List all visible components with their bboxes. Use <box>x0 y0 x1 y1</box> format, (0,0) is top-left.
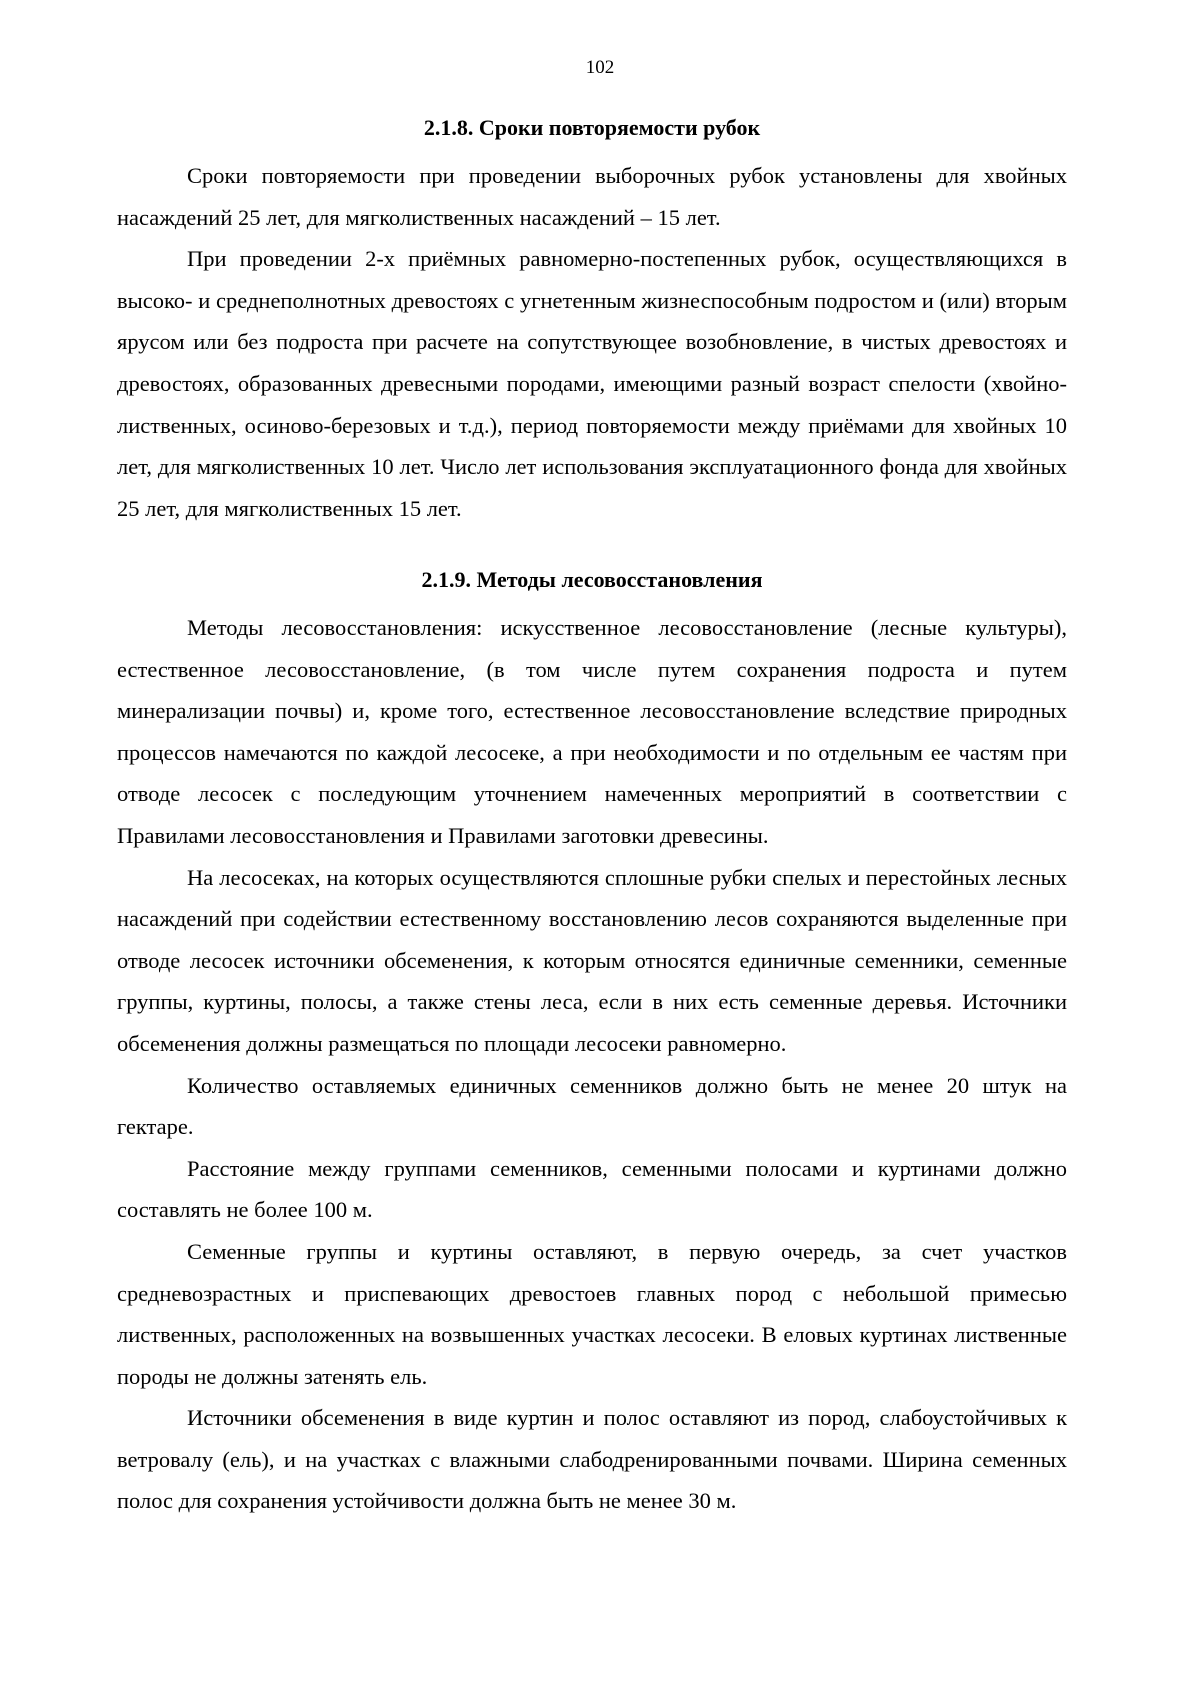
page-number: 102 <box>585 57 615 78</box>
paragraph: Источники обсеменения в виде куртин и полос оставляют из пород, слабоустойчивых к ветровалу (ель), и на участках с влажными слабодренированными почвами. Ширина семенных полос для сохранения устойчивости должна быть не менее 30 м. <box>117 1405 1067 1514</box>
paragraph: Расстояние между группами семенников, семенными полосами и куртинами должно составлять не более 100 м. <box>117 1155 1067 1223</box>
paragraph: Количество оставляемых единичных семенников должно быть не менее 20 штук на гектаре. <box>117 1072 1067 1140</box>
section-reforestation-methods <box>117 565 1067 1522</box>
section-title: 2.1.8. Сроки повторяемости рубок <box>423 115 761 140</box>
paragraph: Методы лесовосстановления: искусственное лесовосстановление (лесные культуры), естественное лесовосстановление, (в том числе путем сохранения подроста и путем минерализации почвы) и, кроме того, естественное лесовосстановление вследствие природных процессов намечаются по каждой лесосеке, а при необходимости и по отдельным ее частям при отводе лесосек с последующим уточнением намеченных мероприятий в соответствии с Правилами лесовосстановления и Правилами заготовки древесины. <box>117 615 1067 848</box>
paragraph: Семенные группы и куртины оставляют, в первую очередь, за счет участков средневозрастных и приспевающих древостоев главных пород с небольшой примесью лиственных, расположенных на возвышенных участках лесосеки. В еловых куртинах лиственные породы не должны затенять ель. <box>117 1238 1067 1389</box>
paragraph: На лесосеках, на которых осуществляются сплошные рубки спелых и перестойных лесных насаждений при содействии естественному восстановлению лесов сохраняются выделенные при отводе лесосек источники обсеменения, к которым относятся единичные семенники, семенные группы, куртины, полосы, а также стены леса, если в них есть семенные деревья. Источники обсеменения должны размещаться по площади лесосеки равномерно. <box>117 864 1067 1056</box>
section-repeat-intervals <box>117 113 1067 529</box>
section-title: 2.1.9. Методы лесовосстановления <box>421 567 763 592</box>
paragraph: При проведении 2-х приёмных равномерно-постепенных рубок, осуществляющихся в высоко- и среднеполнотных древостоях с угнетенным жизнеспособным подростом и (или) вторым ярусом или без подроста при расчете на сопутствующее возобновление, в чистых древостоях и древостоях, образованных древесными породами, имеющими разный возраст спелости (хвойно-лиственных, осиново-березовых и т.д.), период повторяемости между приёмами для хвойных 10 лет, для мягколиственных 10 лет. Число лет использования эксплуатационного фонда для хвойных 25 лет, для мягколиственных 15 лет. <box>117 246 1067 521</box>
paragraph: Сроки повторяемости при проведении выборочных рубок установлены для хвойных насаждений 25 лет, для мягколиственных насаждений – 15 лет. <box>117 163 1067 230</box>
